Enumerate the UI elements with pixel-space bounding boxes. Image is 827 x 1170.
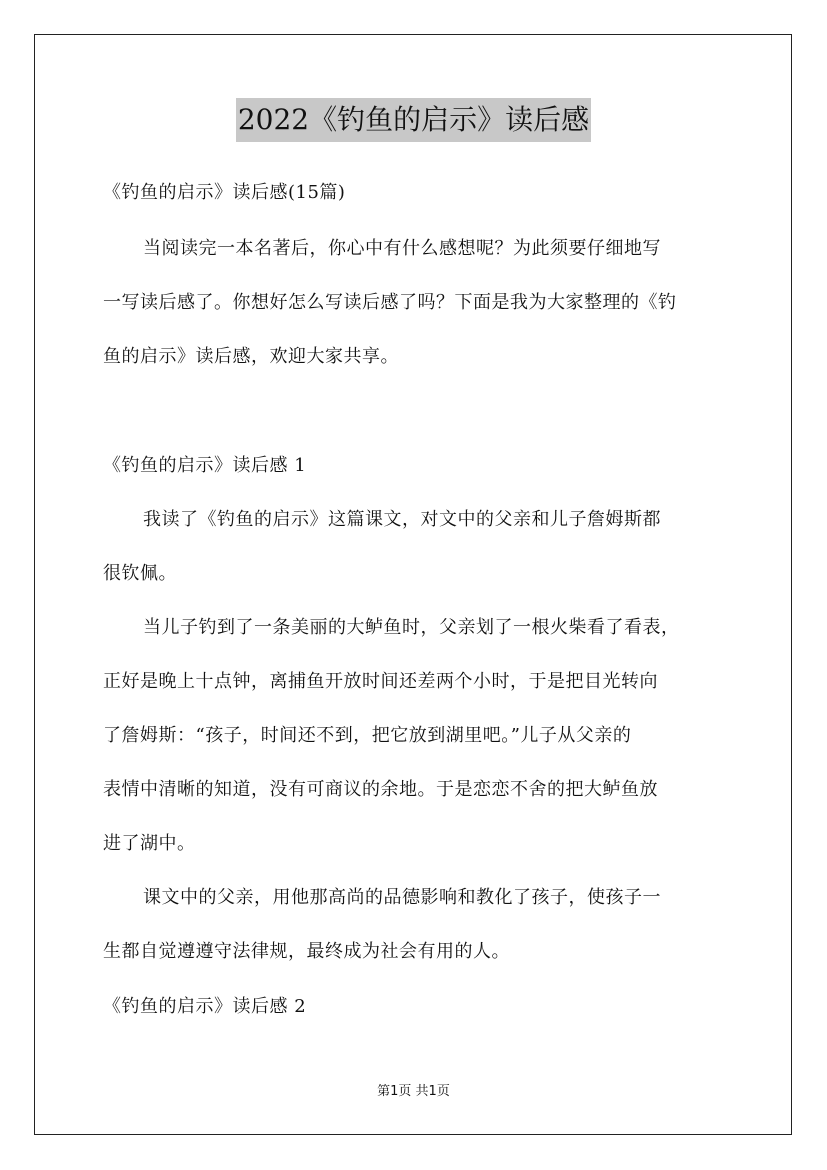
document-subtitle: 《钓鱼的启示》读后感(15篇) (103, 182, 346, 203)
page-footer: 第1页 共1页 (377, 1084, 450, 1099)
section-1-para-2-line-1: 当儿子钓到了一条美丽的大鲈鱼时，父亲划了一根火柴看了看表， (143, 617, 680, 638)
section-1-heading: 《钓鱼的启示》读后感 1 (103, 455, 307, 476)
section-1-para-3-line-2: 生都自觉遵遵守法律规，最终成为社会有用的人。 (103, 941, 510, 962)
intro-line-1: 当阅读完一本名著后，你心中有什么感想呢？为此须要仔细地写 (143, 238, 661, 259)
intro-line-2: 一写读后感了。你想好怎么写读后感了吗？下面是我为大家整理的《钓 (103, 292, 677, 313)
section-1-para-1-line-2: 很钦佩。 (103, 563, 177, 584)
document-title: 2022《钓鱼的启示》读后感 (236, 98, 591, 142)
intro-line-3: 鱼的启示》读后感，欢迎大家共享。 (103, 346, 399, 367)
section-1-para-2-line-2: 正好是晚上十点钟，离捕鱼开放时间还差两个小时，于是把目光转向 (103, 671, 658, 692)
section-2-heading: 《钓鱼的启示》读后感 2 (103, 996, 307, 1017)
section-1-para-3-line-1: 课文中的父亲，用他那高尚的品德影响和教化了孩子，使孩子一 (143, 887, 661, 908)
section-1-para-2-line-4: 表情中清晰的知道，没有可商议的余地。于是恋恋不舍的把大鲈鱼放 (103, 779, 658, 800)
title-container (0, 98, 827, 142)
section-1-para-1-line-1: 我读了《钓鱼的启示》这篇课文，对文中的父亲和儿子詹姆斯都 (143, 509, 661, 530)
section-1-para-2-line-3: 了詹姆斯：“孩子，时间还不到，把它放到湖里吧。”儿子从父亲的 (103, 725, 632, 746)
section-1-para-2-line-5: 进了湖中。 (103, 833, 196, 854)
